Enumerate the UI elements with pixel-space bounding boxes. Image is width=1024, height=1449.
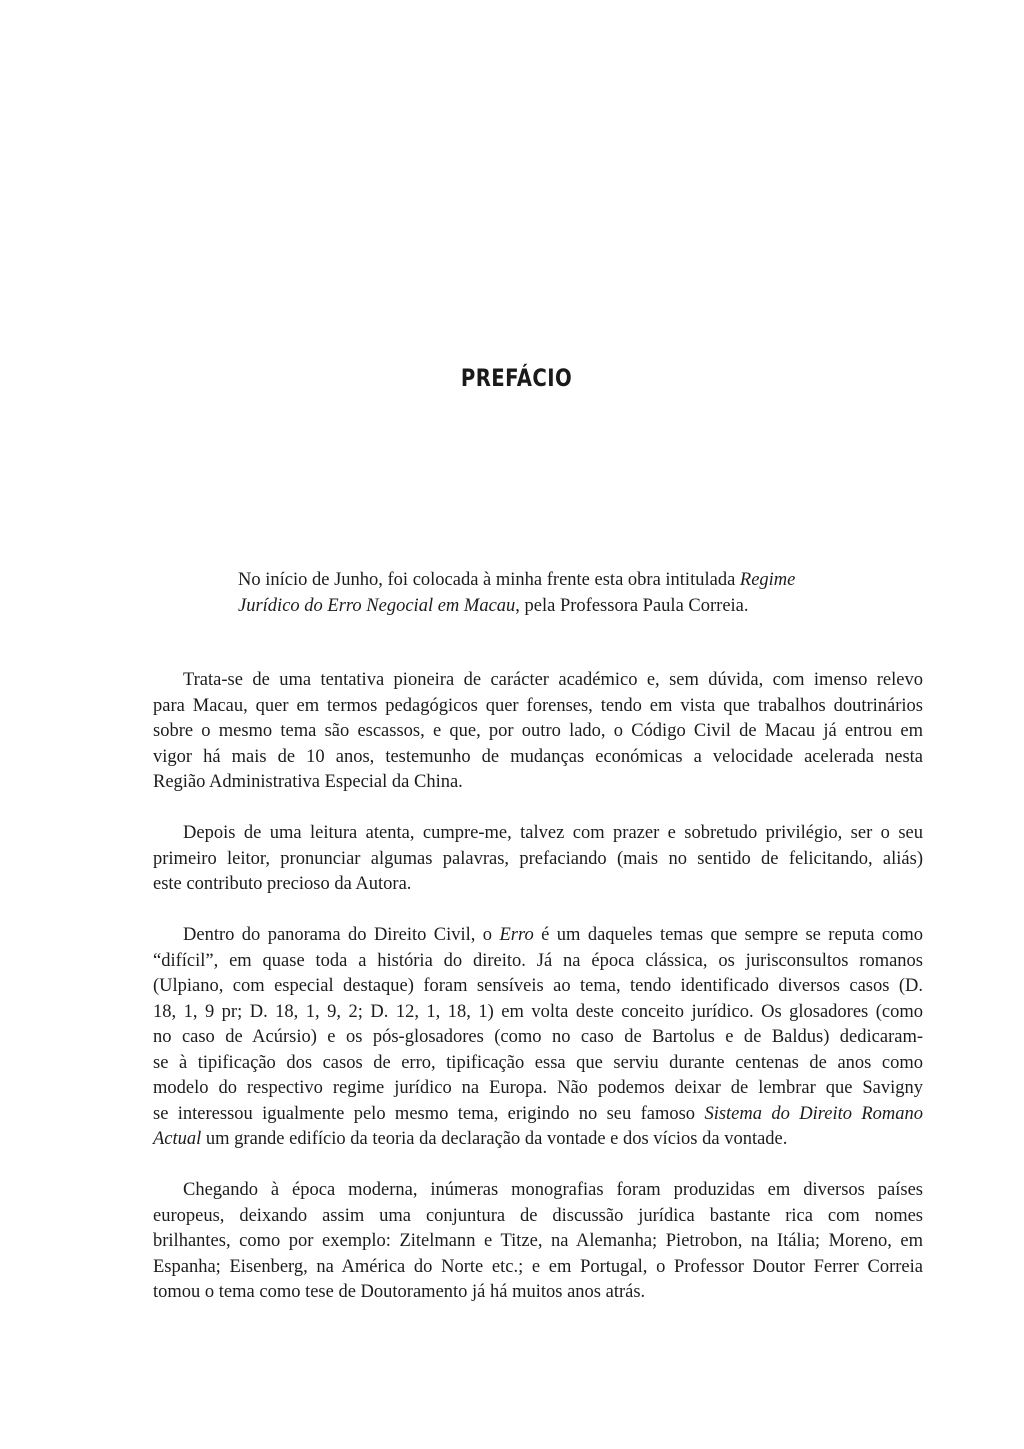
text-line: para Macau, quer em termos pedagógicos quer forenses, tendo em vista que trabalhos doutrinários (153, 695, 923, 716)
book-title-part: Regime (739, 570, 796, 590)
text-line: “difícil”, em quase toda a história do direito. Já na época clássica, os jurisconsultos romanos (153, 950, 923, 971)
text-line: Espanha; Eisenberg, na América do Norte etc.; e em Portugal, o Professor Doutor Ferrer Correia (153, 1256, 923, 1277)
text-line: se à tipificação dos casos de erro, tipificação essa que serviu durante centenas de anos como (153, 1052, 923, 1073)
paragraph-3 (153, 923, 923, 1153)
intro-paragraph (238, 568, 838, 619)
text-line: primeiro leitor, pronunciar algumas palavras, prefaciando (mais no sentido de felicitando, aliás) (153, 848, 923, 869)
text-line: brilhantes, como por exemplo: Zitelmann e Titze, na Alemanha; Pietrobon, na Itália; Moreno, em (153, 1231, 923, 1251)
text-line: tomou o tema como tese de Doutoramento já há muitos anos atrás. (153, 1282, 646, 1302)
paragraph-1 (153, 668, 923, 796)
text-line: no caso de Acúrsio) e os pós-glosadores (como no caso de Bartolus e de Baldus) dedicaram- (153, 1027, 923, 1047)
text-line: este contributo precioso da Autora. (153, 874, 412, 894)
text-run: um grande edifício da teoria da declaração da vontade e dos vícios da vontade. (201, 1129, 788, 1149)
intro-text: , pela Professora Paula Correia. (515, 595, 749, 616)
book-title-part: Jurídico do Erro Negocial em Macau (238, 595, 516, 616)
text-line: 18, 1, 9 pr; D. 18, 1, 9, 2; D. 12, 1, 18, 1) em volta deste conceito jurídico. Os glosadores (como (153, 1001, 923, 1022)
text-line: Região Administrativa Especial da China. (153, 772, 463, 792)
text-run: se interessou igualmente pelo mesmo tema, erigindo no seu famoso (153, 1103, 705, 1124)
text-line: europeus, deixando assim uma conjuntura de discussão jurídica bastante rica com nomes (153, 1205, 923, 1226)
text-line: Depois de uma leitura atenta, cumpre-me, talvez com prazer e sobretudo privilégio, ser o seu (183, 823, 923, 843)
text-run: é um daqueles temas que sempre se reputa como (533, 925, 924, 945)
text-line (153, 1127, 923, 1153)
text-run: Dentro do panorama do Direito Civil, o (183, 925, 500, 945)
body-text (153, 668, 923, 1331)
intro-line (238, 594, 838, 620)
text-line: modelo do respectivo regime jurídico na Europa. Não podemos deixar de lembrar que Savigny (153, 1078, 923, 1098)
paragraph-4 (153, 1178, 923, 1306)
italic-title: Actual (153, 1129, 202, 1149)
text-line: sobre o mesmo tema são escassos, e que, por outro lado, o Código Civil de Macau já entrou em (153, 721, 923, 741)
text-line: Chegando à época moderna, inúmeras monografias foram produzidas em diversos países (183, 1180, 923, 1200)
intro-text: No início de Junho, foi colocada à minha frente esta obra intitulada (238, 570, 740, 590)
text-line: Trata-se de uma tentativa pioneira de carácter académico e, sem dúvida, com imenso relevo (183, 670, 923, 690)
text-line: vigor há mais de 10 anos, testemunho de mudanças económicas a velocidade acelerada nesta (153, 746, 923, 767)
text-line (153, 923, 923, 949)
page-title: PREFÁCIO (460, 364, 573, 392)
paragraph-2 (153, 821, 923, 898)
italic-term: Erro (499, 925, 534, 945)
text-line (153, 1102, 923, 1128)
text-line: (Ulpiano, com especial destaque) foram sensíveis ao tema, tendo identificado diversos casos (D. (153, 976, 923, 996)
intro-line (238, 568, 838, 594)
italic-title: Sistema do Direito Romano (704, 1103, 924, 1124)
